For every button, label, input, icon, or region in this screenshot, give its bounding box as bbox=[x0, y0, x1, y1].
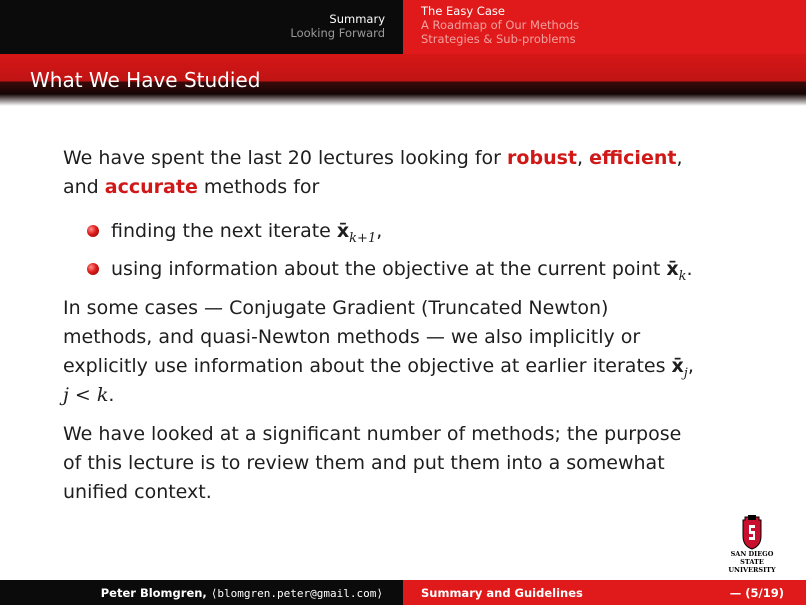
text: finding the next iterate bbox=[111, 220, 337, 242]
slide-content bbox=[63, 144, 763, 517]
sdsu-logo bbox=[722, 514, 782, 574]
nav-sections bbox=[0, 0, 403, 54]
footer bbox=[0, 580, 806, 605]
paragraph-cases bbox=[63, 294, 763, 410]
text: , bbox=[376, 220, 383, 242]
nav-subsection-strategies[interactable]: Strategies & Sub-problems bbox=[421, 32, 576, 46]
alert-robust: robust bbox=[507, 147, 577, 169]
text: explicitly use information about the objective at earlier iterates bbox=[63, 355, 672, 377]
top-navigation bbox=[0, 0, 806, 54]
page-number: — (5/19) bbox=[729, 586, 784, 600]
text: , bbox=[676, 147, 683, 169]
math-inequality: j < k bbox=[63, 384, 109, 406]
math-var: x̄ bbox=[336, 220, 350, 242]
footer-author bbox=[0, 580, 403, 605]
frame-title: What We Have Studied bbox=[30, 68, 261, 92]
alert-accurate: accurate bbox=[104, 176, 198, 198]
bullet-ball-icon bbox=[87, 263, 99, 275]
text: and bbox=[63, 176, 105, 198]
paragraph-intro bbox=[63, 144, 763, 202]
logo-line: SAN DIEGO STATE bbox=[730, 550, 774, 566]
list-item bbox=[87, 212, 763, 250]
nav-subsection-easy-case[interactable]: The Easy Case bbox=[421, 4, 505, 18]
nav-section-looking-forward[interactable]: Looking Forward bbox=[290, 26, 385, 40]
text: . bbox=[108, 384, 115, 406]
text: methods for bbox=[197, 176, 320, 198]
footer-title: Summary and Guidelines bbox=[421, 586, 583, 600]
text: unified context. bbox=[63, 481, 212, 503]
logo-line: UNIVERSITY bbox=[728, 566, 776, 574]
math-sub: k bbox=[678, 268, 687, 284]
nav-subsection-roadmap[interactable]: A Roadmap of Our Methods bbox=[421, 18, 580, 32]
text: , bbox=[687, 355, 694, 377]
text: methods, and quasi-Newton methods — we also implicitly or bbox=[63, 326, 641, 348]
math-var: x̄ bbox=[666, 258, 679, 280]
text: using information about the objective at the current point bbox=[111, 258, 667, 280]
nav-subsections bbox=[403, 0, 806, 54]
text: We have looked at a significant number of methods; the purpose bbox=[63, 423, 682, 445]
author-email: ⟨blomgren.peter@gmail.com⟩ bbox=[210, 587, 383, 600]
alert-efficient: efficient bbox=[589, 147, 677, 169]
author-name: Peter Blomgren, bbox=[100, 586, 211, 600]
footer-title-block bbox=[403, 580, 806, 605]
logo-text bbox=[722, 550, 782, 574]
paragraph-purpose bbox=[63, 420, 763, 507]
list-item bbox=[87, 250, 763, 288]
bullet-list bbox=[63, 212, 763, 288]
frame-title-bar bbox=[0, 54, 806, 106]
text: of this lecture is to review them and put them into a somewhat bbox=[63, 452, 665, 474]
bullet-ball-icon bbox=[87, 225, 99, 237]
math-var: x̄ bbox=[671, 355, 684, 377]
text: In some cases — Conjugate Gradient (Truncated Newton) bbox=[63, 297, 609, 319]
math-sub: k+1 bbox=[349, 230, 377, 246]
text: , bbox=[577, 147, 590, 169]
text: We have spent the last 20 lectures looking for bbox=[63, 147, 508, 169]
shield-icon bbox=[722, 514, 782, 550]
nav-section-summary[interactable]: Summary bbox=[329, 12, 385, 26]
math-sub: j bbox=[683, 365, 688, 381]
text: . bbox=[686, 258, 693, 280]
